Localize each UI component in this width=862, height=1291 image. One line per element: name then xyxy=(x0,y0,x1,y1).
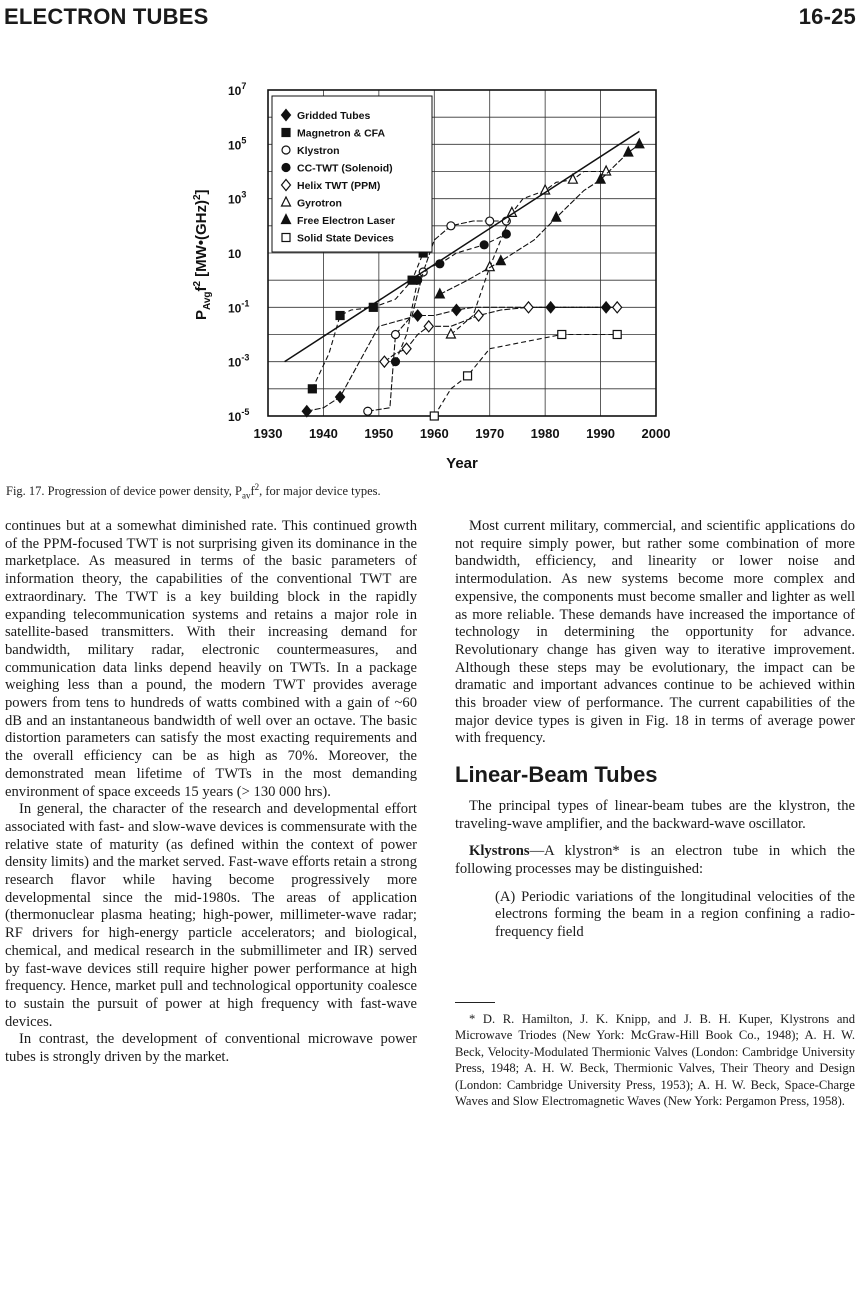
data-point xyxy=(474,310,483,321)
data-point xyxy=(364,407,372,415)
data-point xyxy=(391,358,399,366)
legend-label: Gridded Tubes xyxy=(297,110,371,122)
data-point xyxy=(635,139,644,148)
x-tick-label: 1990 xyxy=(586,426,616,441)
legend-marker xyxy=(282,129,290,137)
y-tick-base: 10 xyxy=(228,247,242,261)
series-line xyxy=(312,253,423,389)
legend-label: CC-TWT (Solenoid) xyxy=(297,162,393,175)
left-paragraph-2: In general, the character of the research and developmental effort associated with fast- and slow-wave devices is commensurate with the relative state of maturity (as defined within the context of power density limits) and the market served. Fast-wave efforts retain a strong research flavor while having become progressively more developmental since the mid-1980s. The areas of application (thermonuclear plasma heating; high-power, millimeter-wave radar; RF drivers for high-energy particle accelerators; and biological, chemical, and medical research in the submillimeter and IR) served by fast-wave devices still require higher power performance at high frequency. Hence, market pull and technological opportunity coalesce to sustain the pursuit of power at high frequency with fast-wave devices. xyxy=(5,801,417,1030)
svg-text:PAvgf2[MW•(GHz)2] xyxy=(192,189,213,320)
data-point xyxy=(308,385,316,393)
data-point xyxy=(552,212,561,221)
y-tick-base: 10 xyxy=(228,301,242,316)
right-paragraph-1: Most current military, commercial, and scientific applications do not require simply power, but rather some combination of more bandwidth, efficiency, and linearity or lower noise and intermodulation. As new systems become more complex and expensive, the components must become smaller and lighter as well as more reliable. These demands have increased the importance of technology in determining the opportunity for advance. Revolutionary change has given way to iterative improvement. Although these steps may be evolutionary, the impact can be dramatic and important advances continue to be achieved within this broader view of performance. The current capabilities of the major device types is given in Fig. 18 in terms of average power with frequency. xyxy=(455,518,855,747)
series-6 xyxy=(435,139,644,298)
ylabel-unit-sup: 2 xyxy=(192,194,203,200)
caption-sup: 2 xyxy=(254,482,260,492)
legend-label: Helix TWT (PPM) xyxy=(297,180,381,192)
y-tick-label xyxy=(228,247,242,261)
right-paragraph-3-text: —A klystron* is an electron tube in which the following processes may be distinguished: xyxy=(455,843,855,877)
data-point xyxy=(624,147,633,156)
data-point xyxy=(380,356,389,367)
y-tick-base: 10 xyxy=(228,84,242,98)
legend-label: Free Electron Laser xyxy=(297,215,396,227)
y-tick-label xyxy=(228,135,246,152)
y-tick-label xyxy=(228,81,246,98)
ylabel-unit: [MW•(GHz) xyxy=(193,200,210,277)
y-axis-label xyxy=(192,189,213,320)
section-heading: Linear-Beam Tubes xyxy=(455,762,658,788)
running-header-title: ELECTRON TUBES xyxy=(4,4,209,29)
x-tick-label: 1930 xyxy=(253,426,283,441)
ylabel-rest: f xyxy=(193,286,210,292)
ylabel-sub: Avg xyxy=(202,291,213,310)
ylabel-sup: 2 xyxy=(192,280,203,287)
y-tick-label xyxy=(228,298,249,315)
legend-marker xyxy=(282,146,290,154)
y-tick-exp: -1 xyxy=(241,298,250,309)
footnote xyxy=(455,1011,855,1110)
legend-label: Klystron xyxy=(297,145,340,157)
x-axis-label: Year xyxy=(446,455,478,472)
y-tick-label xyxy=(228,407,249,424)
caption-sub: av xyxy=(241,490,251,501)
x-tick-label: 1940 xyxy=(308,426,338,441)
x-tick-labels xyxy=(254,426,671,441)
chart-legend xyxy=(272,96,432,252)
x-tick-label: 1950 xyxy=(364,426,394,441)
data-point xyxy=(336,392,345,403)
data-point xyxy=(447,222,455,230)
y-tick-label xyxy=(228,190,246,207)
data-point xyxy=(302,406,311,417)
left-column xyxy=(5,518,417,1067)
data-point xyxy=(413,310,422,321)
x-tick-label: 1980 xyxy=(530,426,560,441)
y-tick-base: 10 xyxy=(228,138,242,153)
data-point xyxy=(613,302,622,313)
x-tick-label: 2000 xyxy=(641,426,671,441)
right-column xyxy=(455,518,855,1110)
legend-label: Solid State Devices xyxy=(297,232,394,245)
series-0 xyxy=(302,302,610,417)
footnote-rule xyxy=(455,1002,495,1003)
caption-suffix: , for major device types. xyxy=(259,484,381,499)
x-tick-label: 1970 xyxy=(475,426,505,441)
data-point xyxy=(446,329,455,338)
power-density-chart xyxy=(0,70,862,480)
series-line xyxy=(307,307,606,411)
data-point xyxy=(391,331,399,339)
ylabel-unit-end: ] xyxy=(193,189,210,195)
data-point xyxy=(430,412,438,420)
footnote-text: * D. R. Hamilton, J. K. Knipp, and J. B. H. Kuper, Klystrons and Microwave Triodes (New York: McGraw-Hill Book Co., 1948); A. H. W. Beck, Velocity-Modulated Thermionic Valves (London: Cambridge University Press, 1948; A. H. W. Beck, Thermionic Valves, Their Theory and Design (London: Cambridge University Press, 1953); A. H. W. Beck, Space-Charge Waves and Slow Electromagnetic Waves (New York: Pergamon Press, 1958). xyxy=(455,1011,855,1109)
klystrons-term: Klystrons xyxy=(469,843,530,860)
y-tick-base: 10 xyxy=(228,355,242,370)
data-point xyxy=(496,256,505,265)
right-paragraph-2: The principal types of linear-beam tubes are the klystron, the traveling-wave amplifier, and the backward-wave oscillator. xyxy=(455,797,855,832)
data-point xyxy=(558,331,566,339)
data-point xyxy=(452,304,461,315)
data-point xyxy=(568,174,577,183)
ylabel-main: P xyxy=(193,309,210,320)
right-paragraph-3 xyxy=(455,843,855,878)
y-tick-exp: 5 xyxy=(241,135,247,146)
y-tick-exp: 7 xyxy=(241,81,247,91)
list-item-a: (A) Periodic variations of the longitudinal velocities of the electrons forming the beam in a region confining a radio-frequency field xyxy=(495,888,855,941)
y-tick-labels xyxy=(228,81,249,424)
y-tick-exp: 3 xyxy=(241,189,247,200)
series-7 xyxy=(430,331,621,421)
series-line xyxy=(434,335,617,417)
data-point xyxy=(613,331,621,339)
data-point xyxy=(424,321,433,332)
y-tick-exp: -3 xyxy=(241,352,250,363)
left-paragraph-1: continues but at a somewhat diminished rate. This continued growth of the PPM-focused TWT is not surprising given its dominance in the marketplace. As measured in terms of the basic parameters of information theory, the capabilities of the conventional TWT are extraordinary. The TWT is a key building block in the rapidly expanding telecommunication systems and retains a major role in satellite-based transmitters. With their increasing demand for bandwidth, military radar, electronic countermeasures, and communication data links depend heavily on TWTs. In a package weighing less than a pound, the modern TWT provides average powers from tens to hundreds of watts combined with a gain of ~60 dB and an instantaneous bandwidth of well over an octave. The basic distortion parameters can satisfy the most exacting requirements and the overall efficiency can be as high as 70%. Moreover, the demonstrated mean lifetime of TWTs in the most demanding environment of space exceeds 15 years (> 130 000 hrs). xyxy=(5,518,417,800)
left-paragraph-3: In contrast, the development of conventional microwave power tubes is strongly driven by the market. xyxy=(5,1031,417,1066)
legend-label: Gyrotron xyxy=(297,197,342,210)
y-tick-label xyxy=(228,353,249,370)
figure-caption xyxy=(6,482,381,501)
series-line xyxy=(440,144,640,294)
data-point xyxy=(464,372,472,380)
data-point xyxy=(402,343,411,354)
page-number: 16-25 xyxy=(798,4,856,29)
legend-label: Magnetron & CFA xyxy=(297,127,386,140)
legend-marker xyxy=(282,164,290,172)
legend-marker xyxy=(282,234,290,242)
data-point xyxy=(524,302,533,313)
data-point xyxy=(336,312,344,320)
x-tick-label: 1960 xyxy=(419,426,449,441)
data-point xyxy=(480,241,488,249)
y-tick-base: 10 xyxy=(228,410,242,424)
caption-mid: f xyxy=(250,484,255,499)
y-tick-base: 10 xyxy=(228,192,242,207)
data-point xyxy=(486,217,494,225)
caption-prefix: Fig. 17. Progression of device power density, P xyxy=(6,484,242,499)
y-tick-exp: -5 xyxy=(241,407,250,417)
